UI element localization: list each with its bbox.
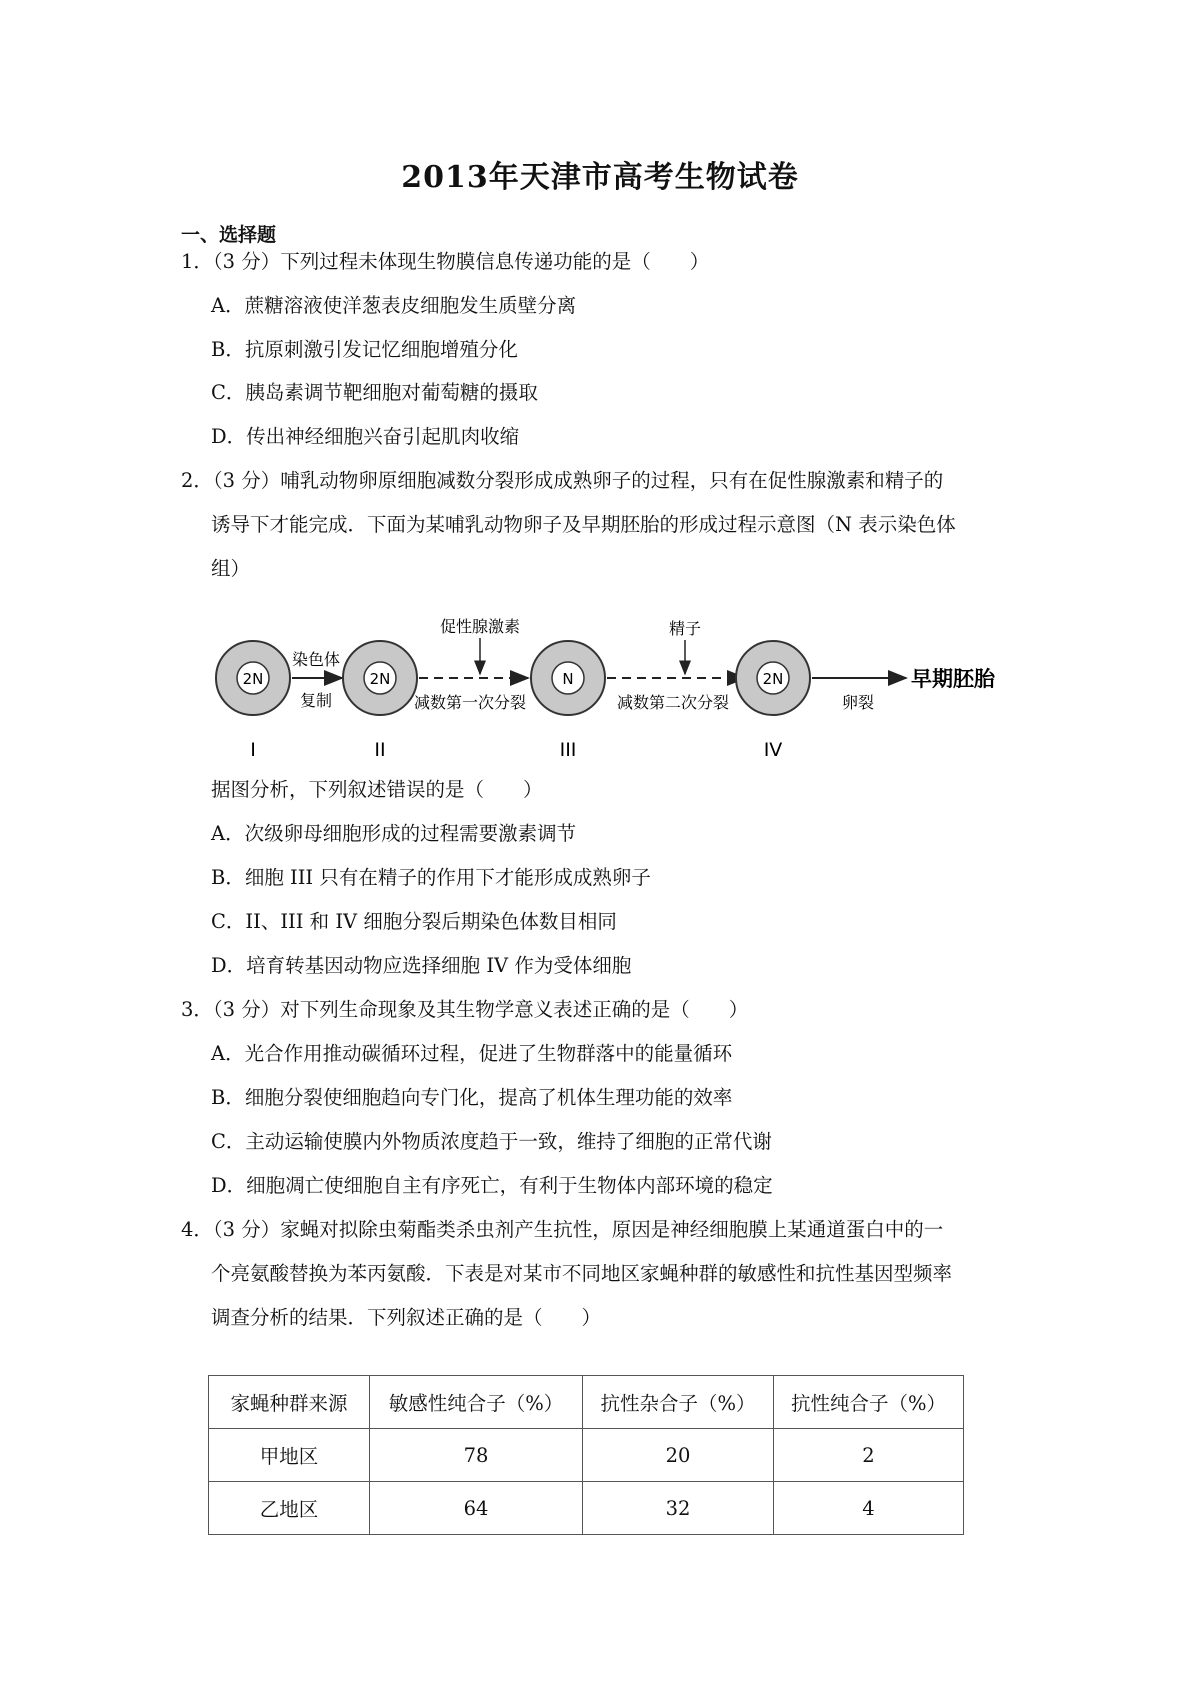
page-title: 2013年天津市高考生物试卷 [401,160,799,195]
question-1-option-c: C．胰岛素调节靶细胞对葡萄糖的摄取 [211,381,538,404]
question-1-option-a: A．蔗糖溶液使洋葱表皮细胞发生质壁分离 [211,294,577,317]
cell-ii-ploidy: 2N [369,670,391,688]
question-2-stem-line-2: 诱导下才能完成．下面为某哺乳动物卵子及早期胚胎的形成过程示意图（N 表示染色体 [211,513,956,536]
table-header-cell: 敏感性纯合子（%） [370,1376,583,1429]
question-2-stem-line-3: 组） [211,557,251,580]
question-3-stem: 3．（3 分）对下列生命现象及其生物学意义表述正确的是（ ） [181,998,749,1021]
question-3-option-a: A．光合作用推动碳循环过程，促进了生物群落中的能量循环 [211,1042,733,1065]
question-1-option-d: D．传出神经细胞兴奋引起肌肉收缩 [211,425,520,448]
meiosis-1-label: 减数第一次分裂 [413,693,527,712]
table-header-cell: 家蝇种群来源 [209,1376,370,1429]
question-2-prompt: 据图分析，下列叙述错误的是（ ） [211,778,543,801]
table-cell: 4 [774,1482,964,1535]
table-cell: 32 [583,1482,774,1535]
table-cell: 20 [583,1429,774,1482]
question-3-option-b: B．细胞分裂使细胞趋向专门化，提高了机体生理功能的效率 [211,1086,733,1109]
question-2-option-d: D．培育转基因动物应选择细胞 IV 作为受体细胞 [211,954,632,977]
question-3-option-c: C．主动运输使膜内外物质浓度趋于一致，维持了细胞的正常代谢 [211,1130,772,1153]
replication-label-top: 染色体 [291,650,341,669]
table-header-cell: 抗性纯合子（%） [774,1376,964,1429]
section-heading: 一、选择题 [181,224,277,246]
cell-iii-label: III [559,739,577,761]
table-row [209,1482,964,1535]
table-cell: 乙地区 [209,1482,370,1535]
hormone-label: 促性腺激素 [439,617,521,636]
cell-iii [531,641,605,761]
table-row [209,1429,964,1482]
question-1-stem: 1．（3 分）下列过程未体现生物膜信息传递功能的是（ ） [181,250,710,273]
question-4-stem-line-2: 个亮氨酸替换为苯丙氨酸．下表是对某市不同地区家蝇种群的敏感性和抗性基因型频率 [211,1262,953,1285]
question-3-option-d: D．细胞凋亡使细胞自主有序死亡，有利于生物体内部环境的稳定 [211,1174,773,1197]
cell-i [216,641,290,761]
meiosis-2-label: 减数第二次分裂 [616,693,730,712]
question-2-option-a: A．次级卵母细胞形成的过程需要激素调节 [211,822,577,845]
table-cell: 78 [370,1429,583,1482]
question-2-stem-line-1: 2．（3 分）哺乳动物卵原细胞减数分裂形成成熟卵子的过程，只有在促性腺激素和精子的 [181,469,944,492]
cell-i-ploidy: 2N [242,670,264,688]
cell-iv-ploidy: 2N [762,670,784,688]
table-cell: 2 [774,1429,964,1482]
table-header-row [209,1376,964,1429]
question-2-option-c: C．II、III 和 IV 细胞分裂后期染色体数目相同 [211,910,617,933]
oocyte-formation-diagram [208,617,1048,762]
question-2-option-b: B．细胞 III 只有在精子的作用下才能形成成熟卵子 [211,866,651,889]
table-header-cell: 抗性杂合子（%） [583,1376,774,1429]
early-embryo-label: 早期胚胎 [911,667,995,691]
table-cell: 甲地区 [209,1429,370,1482]
cell-i-label: I [250,739,256,761]
question-4-stem-line-3: 调查分析的结果．下列叙述正确的是（ ） [211,1306,602,1329]
table-cell: 64 [370,1482,583,1535]
sperm-label: 精子 [668,619,702,638]
cell-iv [736,641,810,761]
cleavage-label: 卵裂 [841,693,875,712]
cell-iv-label: IV [763,739,783,761]
question-1-option-b: B．抗原刺激引发记忆细胞增殖分化 [211,338,518,361]
replication-label-bottom: 复制 [299,691,333,710]
cell-iii-ploidy: N [562,670,574,688]
cell-ii [343,641,417,761]
cell-ii-label: II [374,739,386,761]
question-4-stem-line-1: 4．（3 分）家蝇对拟除虫菊酯类杀虫剂产生抗性，原因是神经细胞膜上某通道蛋白中的一 [181,1218,944,1241]
housefly-genotype-table [208,1375,964,1535]
